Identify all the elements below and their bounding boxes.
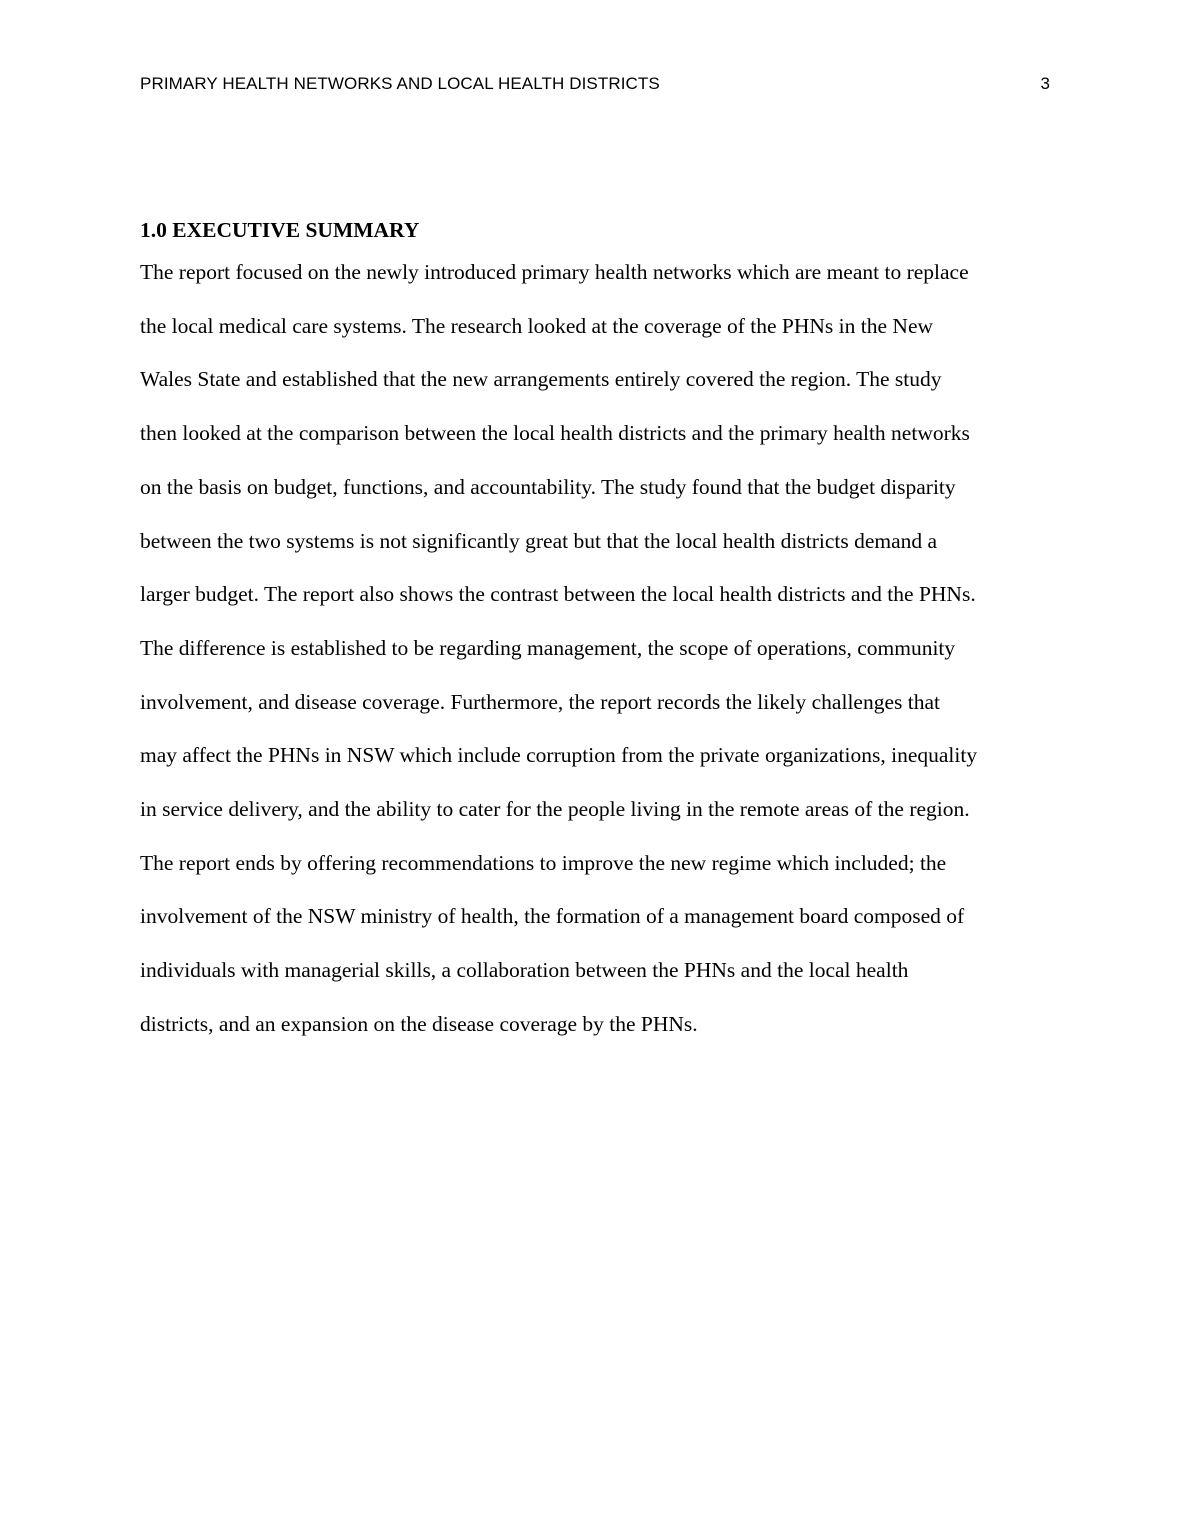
paragraph-line: The report ends by offering recommendations to improve the new regime which included; the — [140, 850, 947, 875]
paragraph-line: then looked at the comparison between the local health districts and the primary health networks — [140, 421, 970, 446]
paragraph-line: Wales State and established that the new arrangements entirely covered the region. The study — [140, 367, 942, 392]
paragraph-line: between the two systems is not significantly great but that the local health districts demand a — [140, 528, 938, 553]
running-head-title: PRIMARY HEALTH NETWORKS AND LOCAL HEALTH DISTRICTS — [140, 74, 660, 93]
section-heading: 1.0 EXECUTIVE SUMMARY — [140, 218, 420, 242]
paragraph-line: involvement of the NSW ministry of health, the formation of a management board composed of — [140, 904, 965, 929]
paragraph-line: may affect the PHNs in NSW which include corruption from the private organizations, inequality — [140, 743, 978, 768]
paragraph-line: districts, and an expansion on the disease coverage by the PHNs. — [140, 1011, 698, 1036]
paragraph-line: on the basis on budget, functions, and accountability. The study found that the budget disparity — [140, 474, 956, 499]
paragraph-line: individuals with managerial skills, a collaboration between the PHNs and the local health — [140, 958, 909, 983]
page-number: 3 — [1040, 74, 1050, 93]
paragraph-line: larger budget. The report also shows the contrast between the local health districts and the PHNs. — [140, 582, 976, 607]
paragraph-line: The difference is established to be regarding management, the scope of operations, community — [140, 635, 956, 660]
paragraph-line: the local medical care systems. The research looked at the coverage of the PHNs in the New — [140, 313, 934, 338]
executive-summary-paragraph — [140, 246, 977, 1052]
paragraph-line: in service delivery, and the ability to cater for the people living in the remote areas of the region. — [140, 797, 970, 822]
paragraph-line: The report focused on the newly introduced primary health networks which are meant to replace — [140, 260, 969, 284]
paragraph-line: involvement, and disease coverage. Furthermore, the report records the likely challenges that — [140, 689, 940, 714]
